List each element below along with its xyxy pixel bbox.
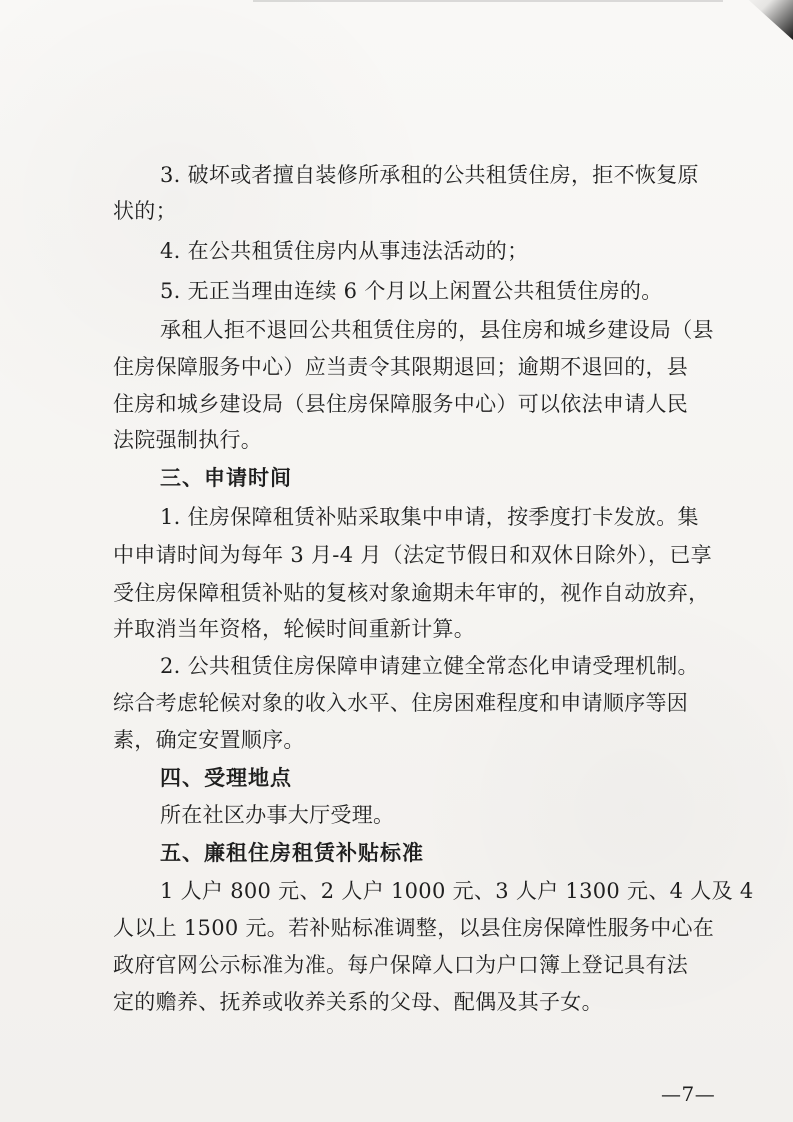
paragraph-line: 法院强制执行。 <box>113 428 263 452</box>
paragraph-line: 住房保障服务中心）应当责令其限期退回；逾期不退回的，县 <box>113 355 689 379</box>
paragraph-line: 承租人拒不退回公共租赁住房的，县住房和城乡建设局（县 <box>160 318 714 342</box>
page-number: —7— <box>661 1082 716 1106</box>
paragraph-line: 政府官网公示标准为准。每户保障人口为户口簿上登记具有法 <box>113 953 689 977</box>
section-heading: 四、受理地点 <box>160 766 292 790</box>
paragraph-line: 综合考虑轮候对象的收入水平、住房困难程度和申请顺序等因 <box>113 691 689 715</box>
paragraph-line: 5. 无正当理由连续 6 个月以上闲置公共租赁住房的。 <box>160 279 663 303</box>
paragraph-line: 中申请时间为每年 3 月-4 月（法定节假日和双休日除外），已享 <box>113 543 712 567</box>
paragraph-line: 1 人户 800 元、2 人户 1000 元、3 人户 1300 元、4 人及 4 <box>160 879 754 903</box>
paragraph-line: 人以上 1500 元。若补贴标准调整，以县住房保障性服务中心在 <box>113 916 715 940</box>
paragraph-line: 1. 住房保障租赁补贴采取集中申请，按季度打卡发放。集 <box>160 505 699 529</box>
paragraph-line: 并取消当年资格，轮候时间重新计算。 <box>113 617 476 641</box>
paragraph-line: 3. 破坏或者擅自装修所承租的公共租赁住房，拒不恢复原 <box>160 163 699 187</box>
section-heading: 五、廉租住房租赁补贴标准 <box>160 841 424 865</box>
paragraph-line: 2. 公共租赁住房保障申请建立健全常态化申请受理机制。 <box>160 654 699 678</box>
paragraph-line: 素，确定安置顺序。 <box>113 728 305 752</box>
paragraph-line: 所在社区办事大厅受理。 <box>160 803 395 827</box>
section-heading: 三、申请时间 <box>160 466 292 490</box>
paragraph-line: 定的赡养、抚养或收养关系的父母、配偶及其子女。 <box>113 990 603 1014</box>
scan-corner-shadow <box>733 0 793 40</box>
paragraph-line: 4. 在公共租赁住房内从事违法活动的； <box>160 239 529 263</box>
paragraph-line: 受住房保障租赁补贴的复核对象逾期未年审的，视作自动放弃， <box>113 581 710 605</box>
paragraph-line: 状的； <box>113 199 177 223</box>
scan-top-mark <box>253 0 723 2</box>
paragraph-line: 住房和城乡建设局（县住房保障服务中心）可以依法申请人民 <box>113 392 689 416</box>
